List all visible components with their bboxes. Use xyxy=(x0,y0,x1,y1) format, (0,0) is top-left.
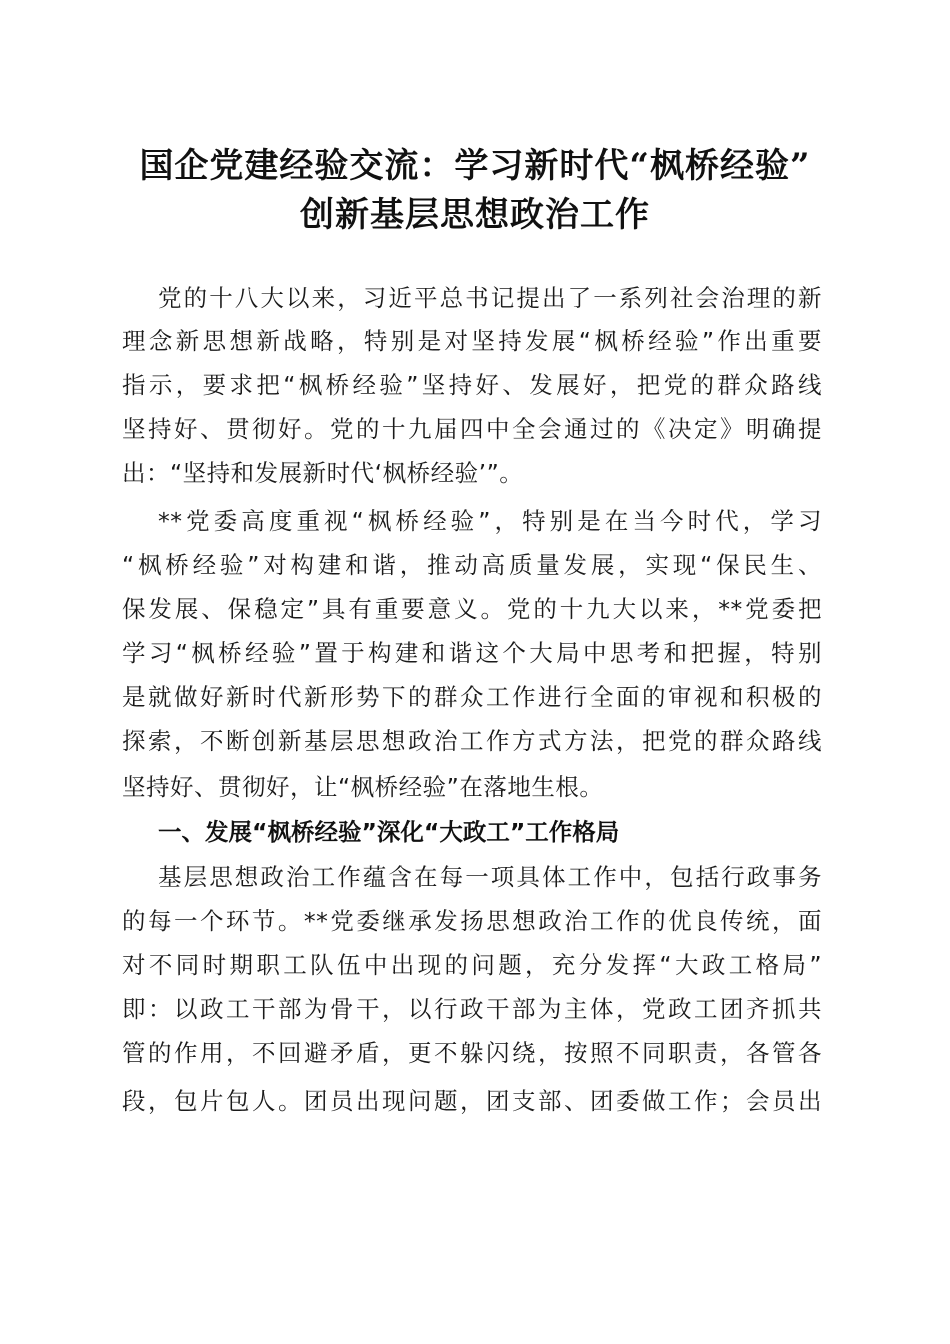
paragraph-3-line: 对不同时期职工队伍中出现的问题，充分发挥“大政工格局” xyxy=(122,951,822,979)
paragraph-3-line: 段，包片包人。团员出现问题，团支部、团委做工作；会员出 xyxy=(122,1087,822,1115)
paragraph-3-line: 基层思想政治工作蕴含在每一项具体工作中，包括行政事务 xyxy=(158,863,822,891)
section-1-heading: 一、发展“枫桥经验”深化“大政工”工作格局 xyxy=(158,818,620,846)
paragraph-2-line: 是就做好新时代新形势下的群众工作进行全面的审视和积极的 xyxy=(122,683,822,711)
paragraph-2-line: 坚持好、贯彻好，让“枫桥经验”在落地生根。 xyxy=(122,773,604,801)
paragraph-2-line: “枫桥经验”对构建和谐，推动高质量发展，实现“保民生、 xyxy=(122,551,822,579)
paragraph-2-line: **党委高度重视“枫桥经验”，特别是在当今时代，学习 xyxy=(158,507,822,535)
paragraph-1-line: 坚持好、贯彻好。党的十九届四中全会通过的《决定》明确提 xyxy=(122,415,822,443)
paragraph-3-line: 的每一个环节。**党委继承发扬思想政治工作的优良传统，面 xyxy=(122,907,822,935)
paragraph-1-line: 指示，要求把“枫桥经验”坚持好、发展好，把党的群众路线 xyxy=(122,371,822,399)
paragraph-1-line: 党的十八大以来，习近平总书记提出了一系列社会治理的新 xyxy=(158,284,822,312)
paragraph-2-line: 探索，不断创新基层思想政治工作方式方法，把党的群众路线 xyxy=(122,727,822,755)
document-title-line-1: 国企党建经验交流：学习新时代“枫桥经验” xyxy=(139,146,811,186)
paragraph-3-line: 管的作用，不回避矛盾，更不躲闪绕，按照不同职责，各管各 xyxy=(122,1039,822,1067)
paragraph-1-line: 出：“坚持和发展新时代‘枫桥经验’”。 xyxy=(122,459,524,487)
document-title-line-2: 创新基层思想政治工作 xyxy=(300,195,650,235)
paragraph-2-line: 保发展、保稳定”具有重要意义。党的十九大以来，**党委把 xyxy=(122,595,822,623)
paragraph-3-line: 即：以政工干部为骨干，以行政干部为主体，党政工团齐抓共 xyxy=(122,995,822,1023)
paragraph-2-line: 学习“枫桥经验”置于构建和谐这个大局中思考和把握，特别 xyxy=(122,639,822,667)
paragraph-1-line: 理念新思想新战略，特别是对坚持发展“枫桥经验”作出重要 xyxy=(122,327,822,355)
